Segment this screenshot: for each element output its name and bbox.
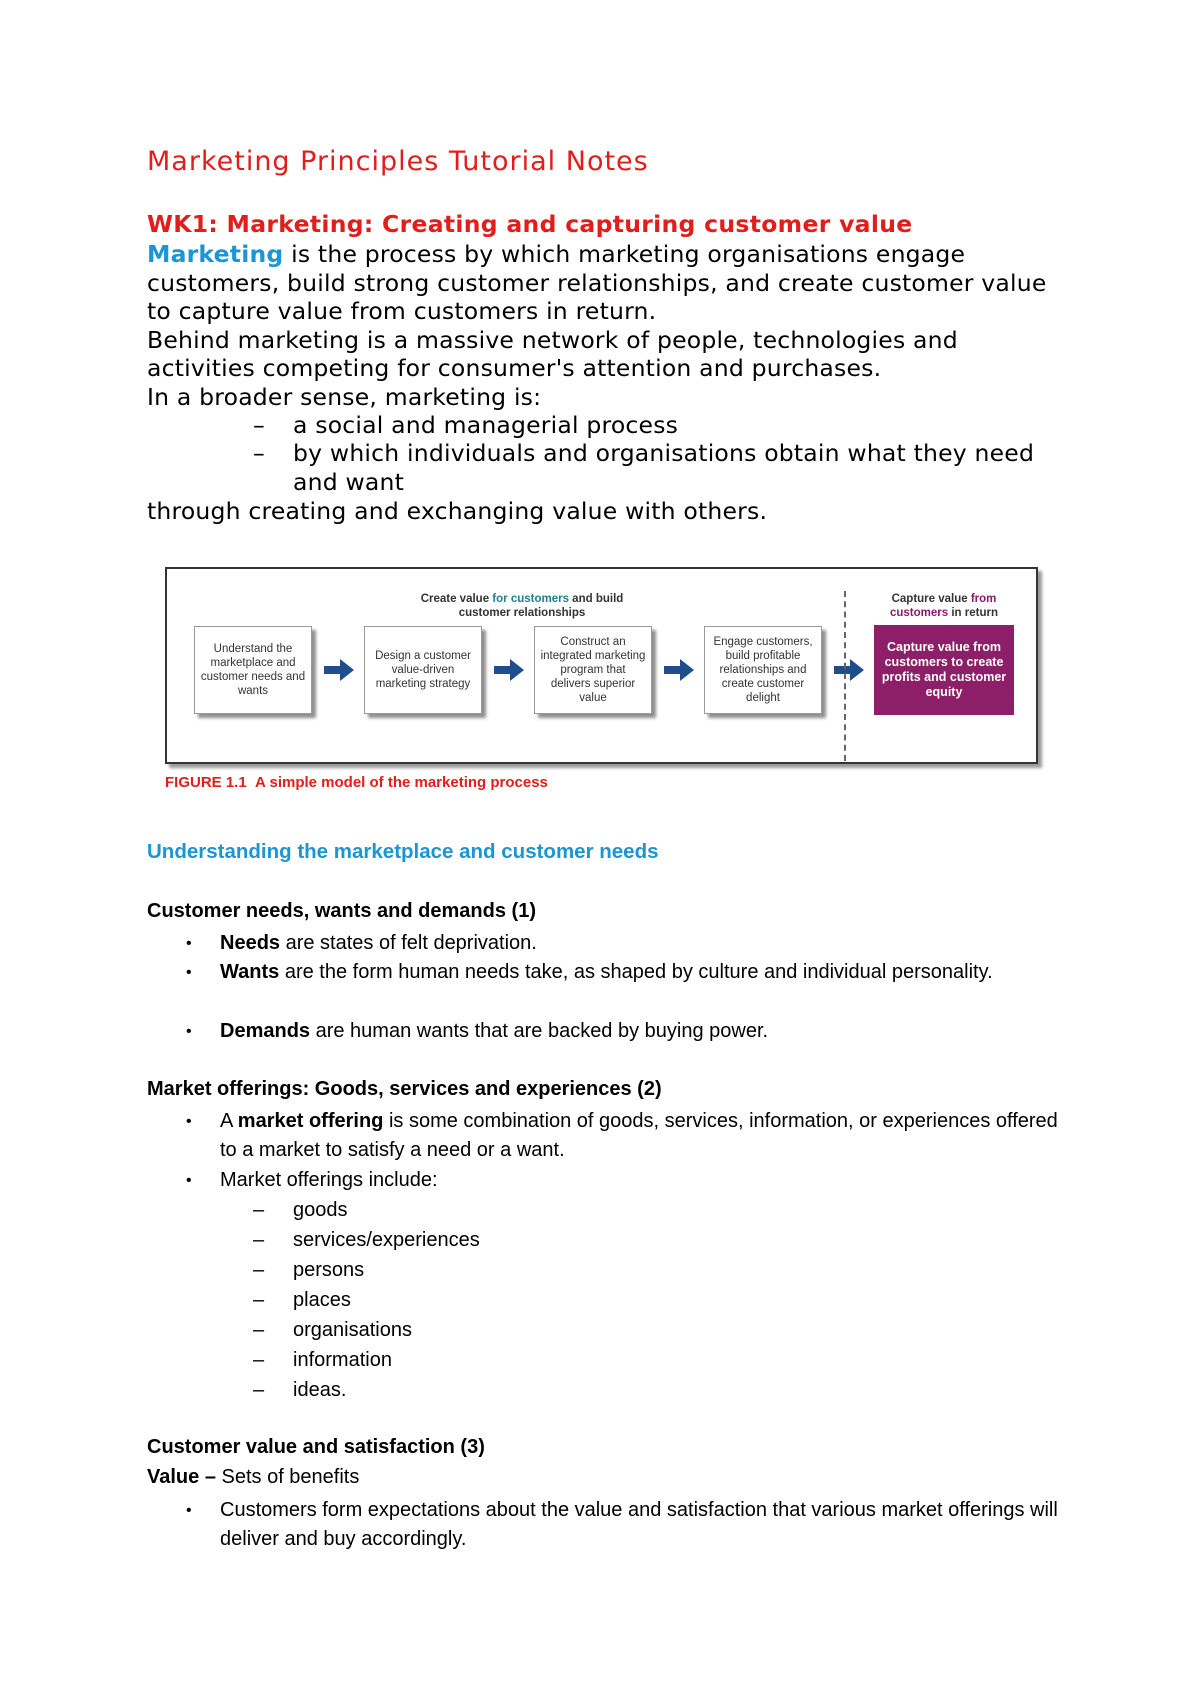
offering-type-item: [253, 1196, 348, 1225]
offering-text: is some combination of goods, services, information, or experiences offered to a market to satisfy a need or a want.: [220, 1110, 1058, 1161]
capture-title-accent: from customers: [889, 593, 997, 619]
offering-type-text: services/experiences: [293, 1229, 480, 1251]
value-text: Sets of benefits: [215, 1466, 360, 1488]
offering-type-item: [253, 1376, 347, 1405]
caption-text: A simple model of the marketing process: [255, 774, 548, 791]
demands-text: are human wants that are backed by buying power.: [310, 1020, 769, 1042]
create-value-title: [397, 592, 647, 620]
offerings-include-text: Market offerings include:: [220, 1169, 438, 1191]
dash-marker: –: [253, 1199, 265, 1221]
marketing-term: Marketing: [147, 240, 284, 268]
week-heading: WK1: Marketing: Creating and capturing customer value: [147, 210, 913, 238]
list-item: [186, 1107, 1080, 1165]
bullet-marker: •: [186, 1502, 192, 1519]
bullet-marker: •: [186, 1172, 192, 1189]
offering-text-pre: A: [220, 1110, 238, 1132]
dash-item-text: a social and managerial process: [293, 411, 679, 439]
dash-item-text: by which individuals and organisations obtain what they need and want: [293, 439, 1035, 496]
offering-type-item: [253, 1346, 392, 1375]
offering-type-text: information: [293, 1349, 392, 1371]
value-term: Value –: [147, 1466, 216, 1488]
offerings-heading: Market offerings: Goods, services and experiences (2): [147, 1078, 662, 1100]
value-line: [147, 1466, 359, 1489]
capture-title-text-rest: in return: [948, 607, 998, 619]
right-arrow-icon: [664, 657, 694, 683]
dash-marker: –: [253, 1229, 265, 1251]
section-heading: Understanding the marketplace and customer needs: [147, 840, 659, 863]
bullet-marker: •: [186, 935, 192, 952]
demands-term: Demands: [220, 1020, 311, 1042]
process-step-box: Construct an integrated marketing program that delivers superior value: [534, 626, 652, 714]
process-step-box: Understand the marketplace and customer needs and wants: [194, 626, 312, 714]
list-item: [186, 958, 1080, 987]
bullet-marker: •: [186, 1113, 192, 1130]
offering-type-text: places: [293, 1289, 351, 1311]
bullet-marker: •: [186, 964, 192, 981]
document-title: Marketing Principles Tutorial Notes: [147, 146, 649, 177]
dash-item: [253, 411, 1113, 440]
right-arrow-icon: [494, 657, 524, 683]
market-offering-term: market offering: [237, 1110, 384, 1132]
wants-term: Wants: [220, 961, 280, 983]
dash-marker: –: [253, 1319, 265, 1341]
offering-type-text: ideas.: [293, 1379, 347, 1401]
right-arrow-icon: [324, 657, 354, 683]
dash-marker: –: [253, 1379, 265, 1401]
capture-value-title: [879, 592, 1009, 620]
needs-text: are states of felt deprivation.: [280, 932, 537, 954]
value-bullet-text: Customers form expectations about the value and satisfaction that various market offerings will deliver and buy accordingly.: [220, 1499, 1058, 1550]
dash-marker: –: [253, 1259, 265, 1281]
bullet-marker: •: [186, 1023, 192, 1040]
capture-value-box: Capture value from customers to create profits and customer equity: [874, 625, 1014, 715]
process-step-box: Design a customer value-driven marketing strategy: [364, 626, 482, 714]
figure-caption: [165, 774, 548, 791]
behind-marketing-text: Behind marketing is a massive network of people, technologies and activities competing for consumer's attention and purchases.: [147, 325, 958, 382]
value-heading: Customer value and satisfaction (3): [147, 1436, 485, 1458]
dash-marker: –: [253, 1349, 265, 1371]
offering-type-item: [253, 1286, 351, 1315]
marketing-process-figure: [165, 567, 1038, 764]
capture-title-text: Capture value: [891, 593, 971, 605]
process-step-box: Engage customers, build profitable relationships and create customer delight: [704, 626, 822, 714]
broader-sense-text: In a broader sense, marketing is:: [147, 382, 542, 411]
offering-type-text: organisations: [293, 1319, 412, 1341]
dash-item: [253, 439, 1083, 496]
caption-label: FIGURE 1.1: [165, 774, 247, 791]
marketing-definition: is the process by which marketing organisations engage customers, build strong customer relationships, and create customer value to capture value from customers in return.: [147, 240, 1047, 325]
create-title-text-rest: and build customer relationships: [458, 593, 624, 619]
list-item: [186, 1166, 1080, 1195]
create-title-text: Create value: [420, 593, 493, 605]
dash-marker: –: [253, 439, 265, 467]
needs-heading: Customer needs, wants and demands (1): [147, 900, 536, 922]
wants-text: are the form human needs take, as shaped by culture and individual personality.: [279, 961, 993, 983]
intro-paragraph: [147, 240, 1067, 411]
create-title-accent: for customers: [492, 593, 569, 605]
needs-term: Needs: [220, 932, 281, 954]
dash-marker: –: [253, 411, 265, 439]
offering-type-item: [253, 1256, 365, 1285]
offering-type-text: goods: [293, 1199, 348, 1221]
right-arrow-icon: [834, 657, 864, 683]
list-item: [186, 929, 1080, 958]
section-divider: [844, 591, 846, 761]
dash-marker: –: [253, 1289, 265, 1311]
list-item: [186, 1496, 1080, 1554]
list-item: [186, 1017, 1080, 1046]
offering-type-item: [253, 1226, 480, 1255]
offering-type-item: [253, 1316, 412, 1345]
offering-type-text: persons: [293, 1259, 365, 1281]
closing-text: through creating and exchanging value with others.: [147, 497, 768, 525]
